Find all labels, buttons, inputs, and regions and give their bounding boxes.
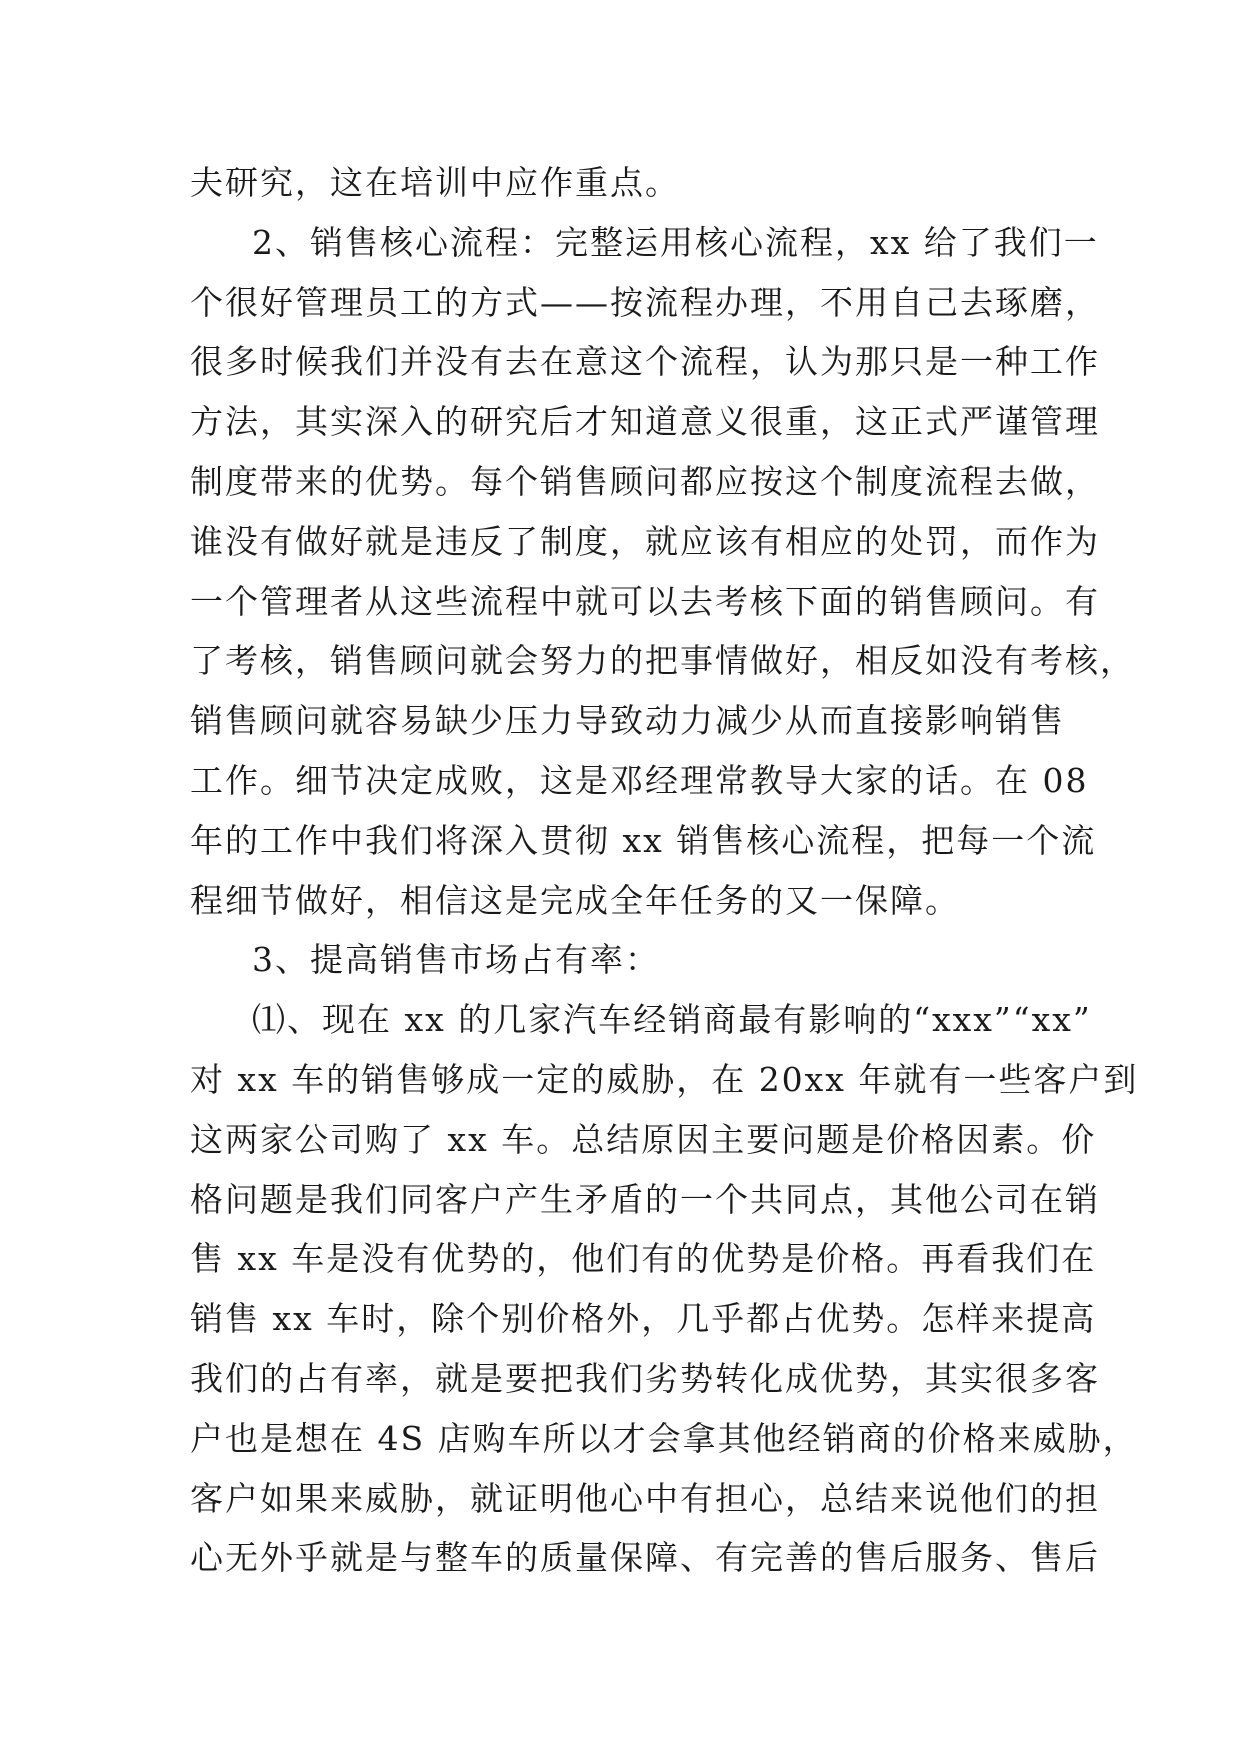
text-line-9: 了考核，销售顾问就会努力的把事情做好，相反如没有考核， <box>190 641 1135 681</box>
text-line-11: 工作。细节决定成败，这是邓经理常教导大家的话。在 08 <box>190 760 1089 800</box>
text-line-6: 制度带来的优势。每个销售顾问都应按这个制度流程去做， <box>190 461 1100 501</box>
text-line-21: 我们的占有率，就是要把我们劣势转化成优势，其实很多客 <box>190 1358 1100 1398</box>
text-line-10: 销售顾问就容易缺少压力导致动力减少从而直接影响销售 <box>190 701 1065 741</box>
text-line-5: 方法，其实深入的研究后才知道意义很重，这正式严谨管理 <box>190 402 1100 442</box>
text-line-24: 心无外乎就是与整车的质量保障、有完善的售后服务、售后 <box>190 1538 1100 1578</box>
text-line-3: 个很好管理员工的方式——按流程办理，不用自己去琢磨， <box>190 282 1100 322</box>
text-line-2: 2、销售核心流程：完整运用核心流程，xx 给了我们一 <box>252 222 1099 262</box>
text-line-13: 程细节做好，相信这是完成全年任务的又一保障。 <box>190 880 960 920</box>
text-line-19: 售 xx 车是没有优势的，他们有的优势是价格。再看我们在 <box>190 1239 1097 1279</box>
text-line-14: 3、提高销售市场占有率： <box>252 940 660 980</box>
text-line-20: 销售 xx 车时，除个别价格外，几乎都占优势。怎样来提高 <box>190 1299 1097 1339</box>
text-line-8: 一个管理者从这些流程中就可以去考核下面的销售顾问。有 <box>190 581 1100 621</box>
text-line-1: 夫研究，这在培训中应作重点。 <box>190 163 680 202</box>
text-line-4: 很多时候我们并没有去在意这个流程，认为那只是一种工作 <box>190 342 1100 382</box>
body-text <box>190 153 1139 1588</box>
text-line-15: ⑴、现在 xx 的几家汽车经销商最有影响的“xxx”“xx” <box>252 1000 1092 1040</box>
text-line-18: 格问题是我们同客户产生矛盾的一个共同点，其他公司在销 <box>190 1179 1100 1219</box>
text-line-22: 户也是想在 4S 店购车所以才会拿其他经销商的价格来威胁， <box>190 1418 1138 1458</box>
text-line-7: 谁没有做好就是违反了制度，就应该有相应的处罚，而作为 <box>190 521 1100 561</box>
text-line-16: 对 xx 车的销售够成一定的威胁，在 20xx 年就有一些客户到 <box>190 1059 1139 1099</box>
text-line-12: 年的工作中我们将深入贯彻 xx 销售核心流程，把每一个流 <box>190 820 1097 860</box>
text-line-23: 客户如果来威胁，就证明他心中有担心，总结来说他们的担 <box>190 1478 1100 1518</box>
text-line-17: 这两家公司购了 xx 车。总结原因主要问题是价格因素。价 <box>190 1119 1097 1159</box>
